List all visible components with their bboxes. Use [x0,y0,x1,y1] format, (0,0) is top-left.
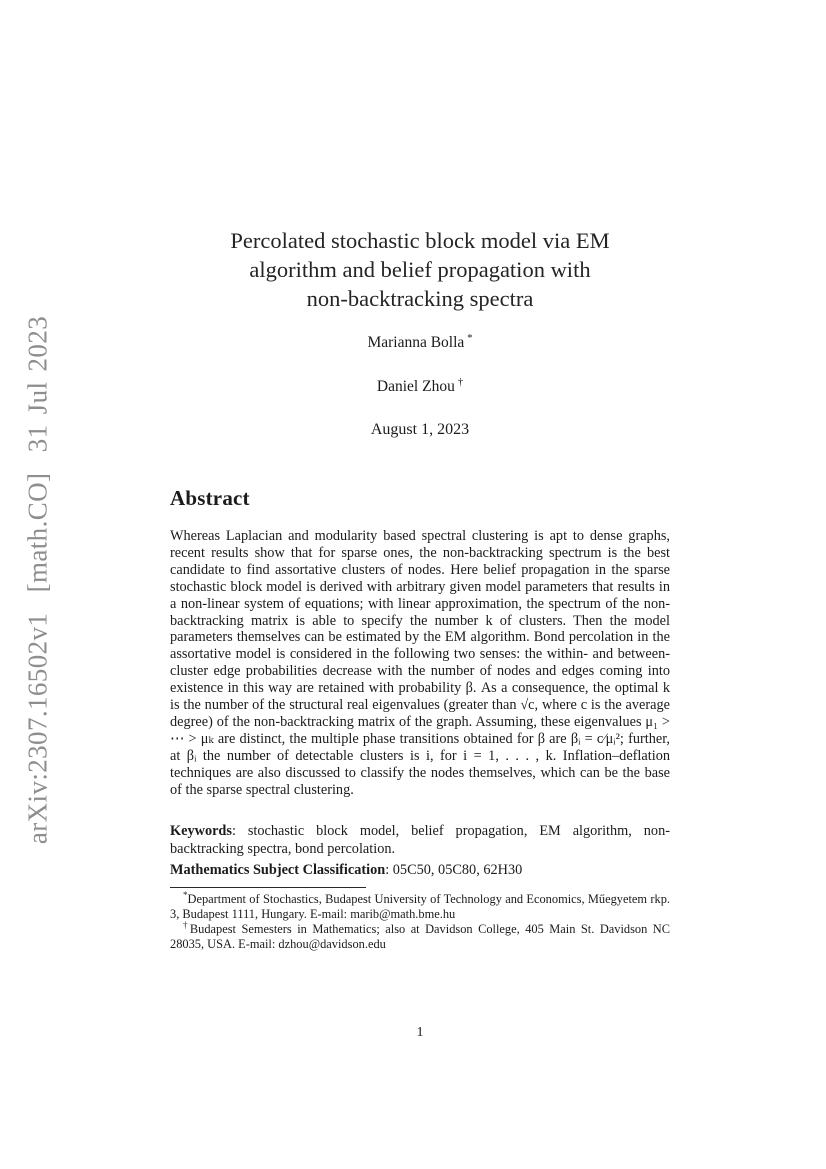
keywords-label: Keywords [170,823,232,839]
paper-title [170,226,670,313]
footnote-1 [170,889,670,922]
footnote-1-text: Department of Stochastics, Budapest University of Technology and Economics, Műegyetem rkp. 3, Budapest 1111, Hungary. E-mail: marib@math.bme.hu [170,892,670,921]
msc-label: Mathematics Subject Classification [170,862,386,878]
arxiv-watermark: arXiv:2307.16502v1 [math.CO] 31 Jul 2023 [22,315,53,845]
footnotes [170,889,671,952]
author-1 [170,334,670,352]
author-2-name: Daniel Zhou [376,378,455,395]
paper-title-line-1: Percolated stochastic block model via EM [230,228,610,253]
author-2-footnote-marker: † [457,376,464,388]
footnote-2-text: Budapest Semesters in Mathematics; also at Davidson College, 405 Main St. Davidson NC 28035, USA. E-mail: dzhou@davidson.edu [170,922,671,951]
paper-date: August 1, 2023 [370,421,470,438]
footnote-2-marker: † [183,919,190,930]
paper-title-line-3: non-backtracking spectra [306,286,534,311]
abstract-text: Whereas Laplacian and modularity based spectral clustering is apt to dense graphs, recent results show that for sparse ones, the non-backtracking spectrum is the best candidate to find assortative clusters of nodes. Here belief propagation in the sparse stochastic block model is derived with arbitrary given model parameters that results in a non-linear system of equations; with linear approximation, the spectrum of the non-backtracking matrix is able to specify the number k of clusters. Then the model parameters themselves can be estimated by the EM algorithm. Bond percolation in the assortative model is considered in the following two senses: the within- and between-cluster edge probabilities decrease with the number of nodes and edges coming into existence in this way are retained with probability β. As a consequence, the optimal k is the number of the structural real eigenvalues (greater than √c, where c is the average degree) of the non-backtracking matrix of the graph. Assuming, these eigenvalues μ₁ > ⋯ > μₖ are distinct, the multiple phase transitions obtained for β are βᵢ = c⁄μᵢ²; further, at βᵢ the number of detectable clusters is i, for i = 1, . . . , k. Inflation–deflation techniques are also discussed to classify the nodes themselves, which can be the base of the sparse spectral clustering. [170,528,670,798]
footnote-divider [170,887,366,888]
author-2 [170,378,670,396]
footnote-2 [170,919,671,952]
msc-text: : 05C50, 05C80, 62H30 [385,862,523,878]
page-number: 1 [416,1025,424,1040]
paper-title-line-2: algorithm and belief propagation with [249,257,591,282]
author-1-name: Marianna Bolla [367,334,465,351]
keywords-paragraph [170,822,670,858]
abstract-heading: Abstract [170,486,250,510]
keywords-text: : stochastic block model, belief propagation, EM algorithm, non-backtracking spectra, bond percolation. [170,823,670,857]
footnote-1-marker: * [183,889,188,900]
author-1-footnote-marker: * [467,332,473,344]
msc-paragraph [170,862,670,879]
